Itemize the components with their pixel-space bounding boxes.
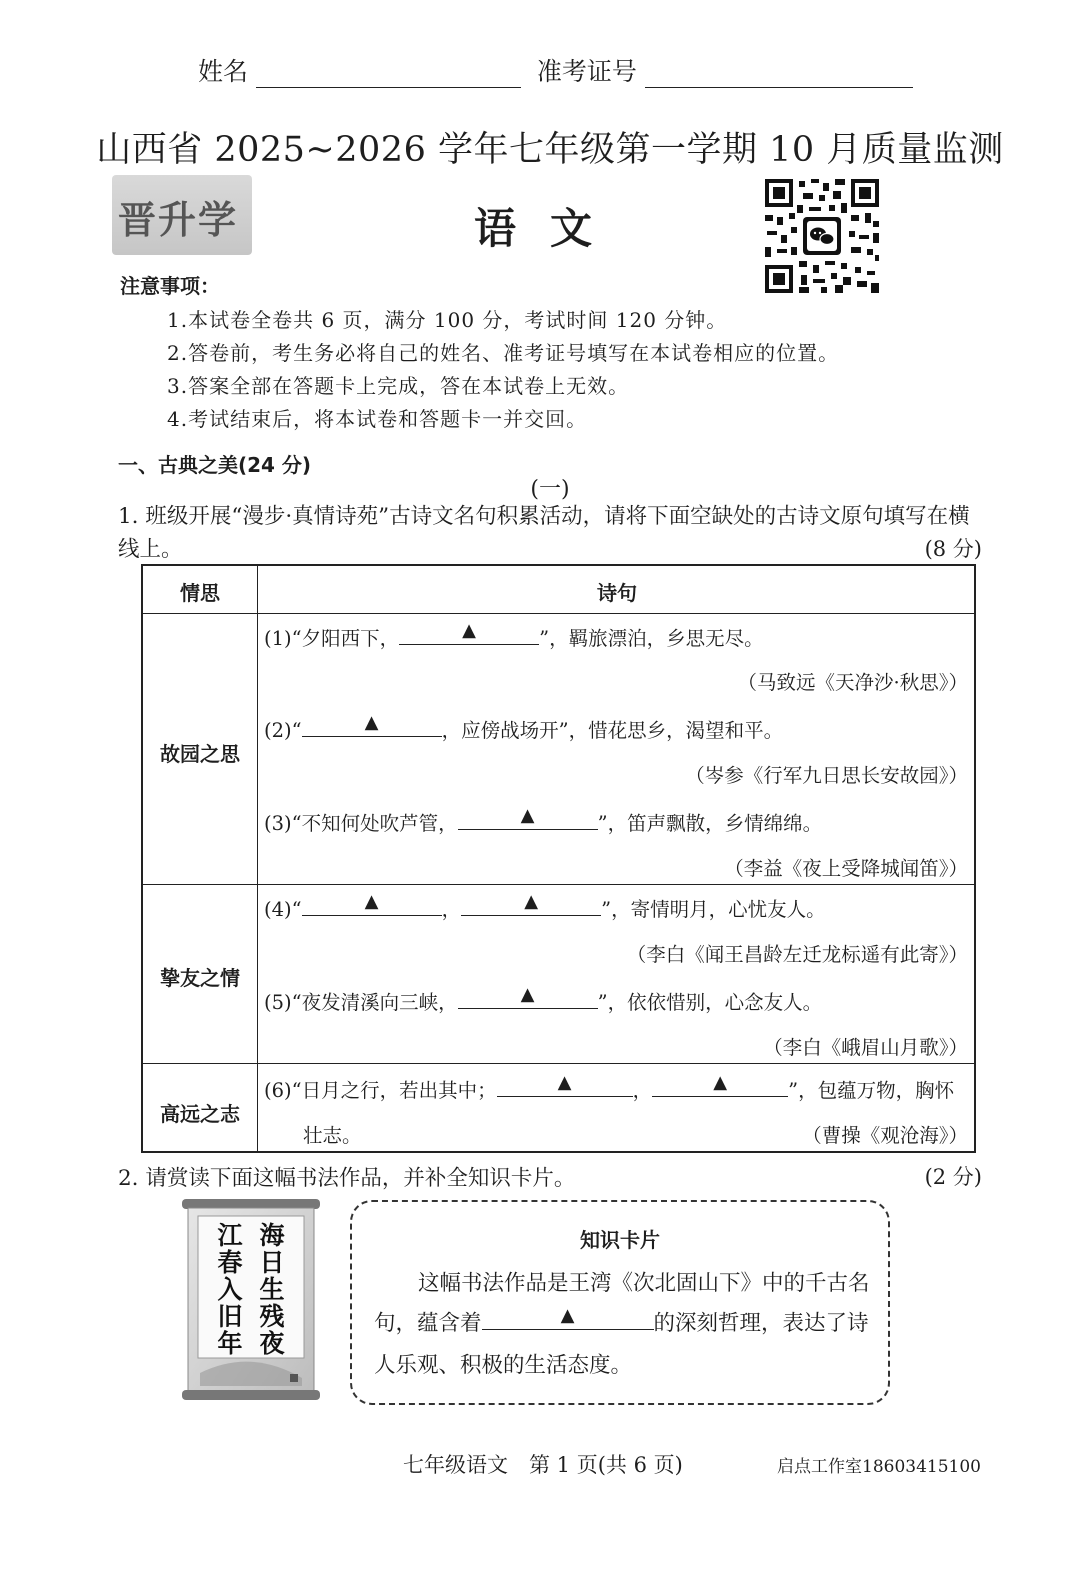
- answer-blank[interactable]: ▲: [482, 1307, 654, 1330]
- question-2-text: 2. 请赏读下面这幅书法作品，并补全知识卡片。: [118, 1166, 576, 1191]
- answer-blank[interactable]: ▲: [458, 807, 598, 830]
- studio-credit: 启点工作室18603415100: [777, 1457, 981, 1477]
- poem-source-3: （李益《夜上受降城闻笛》）: [724, 857, 968, 880]
- knowledge-card: [350, 1200, 890, 1405]
- note-item: 4.考试结束后，将本试卷和答题卡一并交回。: [167, 407, 588, 431]
- calligraphy-scroll: [180, 1198, 322, 1404]
- ticket-number-field[interactable]: [645, 61, 913, 88]
- calligraphy-column-2: 江春入旧年: [217, 1221, 243, 1358]
- poem-line-1: (1)“夕阳西下， ▲ ”，羁旅漂泊，乡思无尽。: [264, 620, 764, 650]
- category-ambition: 高远之志: [160, 1102, 240, 1126]
- poem-line-6-cont: 壮志。: [303, 1124, 362, 1147]
- note-item: 3.答案全部在答题卡上完成，答在本试卷上无效。: [167, 374, 630, 398]
- wechat-qr-icon: [763, 177, 881, 295]
- ticket-label: 准考证号: [536, 57, 637, 86]
- poem-source-1: （马致远《天净沙·秋思》）: [737, 671, 968, 694]
- page-footer: 七年级语文 第 1 页(共 6 页): [403, 1453, 683, 1477]
- poem-source-6: （曹操《观沧海》）: [802, 1124, 968, 1147]
- part-label: (一): [530, 477, 570, 502]
- poem-table: [141, 564, 976, 1153]
- card-line-1: 这幅书法作品是王湾《次北固山下》中的千古名: [418, 1271, 870, 1296]
- poem-line-6: (6)“日月之行，若出其中； ▲ ， ▲ ”，包蕴万物，胸怀: [264, 1072, 955, 1102]
- name-field[interactable]: [256, 61, 521, 88]
- answer-blank[interactable]: ▲: [497, 1074, 633, 1097]
- poem-line-2: (2)“ ▲ ，应傍战场开”，惜花思乡，渴望和平。: [264, 712, 784, 742]
- poem-source-5: （李白《峨眉山月歌》）: [763, 1036, 968, 1059]
- exam-title: 山西省 2025~2026 学年七年级第一学期 10 月质量监测: [96, 130, 1004, 170]
- name-label: 姓名: [198, 57, 249, 86]
- subject-title: 语文: [473, 204, 626, 253]
- answer-blank[interactable]: ▲: [458, 986, 598, 1009]
- candidate-info-row: [198, 52, 913, 88]
- poem-line-5: (5)“夜发清溪向三峡， ▲ ”，依依惜别，心念友人。: [264, 984, 823, 1014]
- calligraphy-column-1: 海日生残夜: [259, 1221, 285, 1358]
- note-item: 2.答卷前，考生务必将自己的姓名、准考证号填写在本试卷相应的位置。: [167, 341, 840, 365]
- logo-text: 晋升学: [118, 198, 239, 242]
- category-hometown: 故园之思: [160, 742, 240, 766]
- answer-blank[interactable]: ▲: [302, 893, 442, 916]
- note-item: 1.本试卷全卷共 6 页，满分 100 分，考试时间 120 分钟。: [167, 308, 728, 332]
- table-header-poem: 诗句: [597, 581, 637, 605]
- poem-line-3: (3)“不知何处吹芦管， ▲ ”，笛声飘散，乡情绵绵。: [264, 805, 823, 835]
- notes-title: 注意事项：: [120, 274, 220, 298]
- question-1-text: 1. 班级开展“漫步·真情诗苑”古诗文名句积累活动，请将下面空缺处的古诗文原句填写在横线上。: [118, 504, 970, 562]
- table-header-category: 情思: [180, 581, 220, 605]
- poem-line-4: (4)“ ▲ ， ▲ ”，寄情明月，心忧友人。: [264, 891, 826, 921]
- category-friendship: 挚友之情: [160, 966, 240, 990]
- answer-blank[interactable]: ▲: [461, 893, 601, 916]
- question-1-score: (8 分): [924, 537, 982, 561]
- section-title: 一、古典之美(24 分): [118, 453, 312, 477]
- card-line-2: 句，蕴含着 ▲ 的深刻哲理，表达了诗: [374, 1305, 869, 1336]
- card-title: 知识卡片: [580, 1228, 660, 1252]
- answer-blank[interactable]: ▲: [652, 1074, 788, 1097]
- poem-source-4: （李白《闻王昌龄左迁龙标遥有此寄》）: [626, 943, 968, 966]
- poem-source-2: （岑参《行军九日思长安故园》）: [685, 764, 968, 787]
- answer-blank[interactable]: ▲: [302, 714, 442, 737]
- card-line-3: 人乐观、积极的生活态度。: [374, 1353, 633, 1378]
- question-2-score: (2 分): [924, 1165, 982, 1189]
- answer-blank[interactable]: ▲: [399, 622, 539, 645]
